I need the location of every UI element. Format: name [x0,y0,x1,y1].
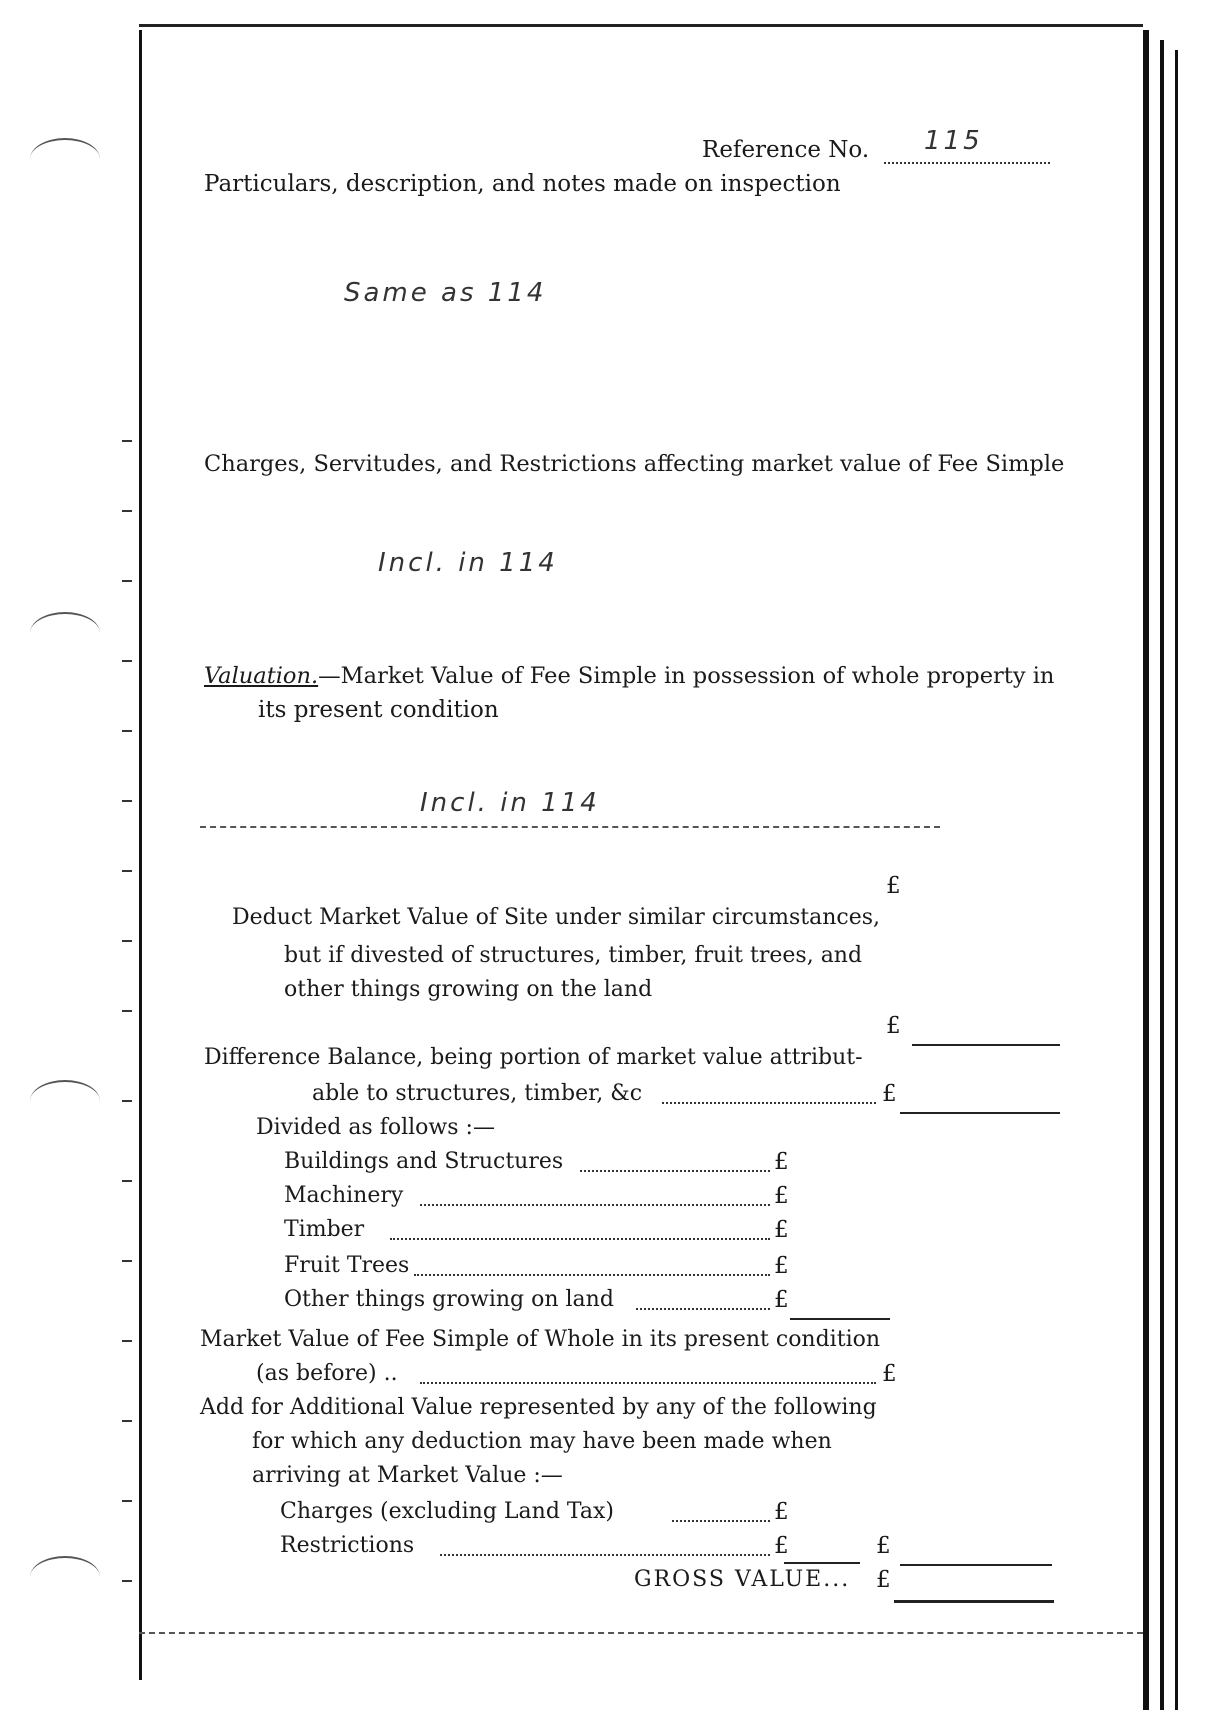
reference-value: 115 [924,126,983,156]
additional-line2: for which any deduction may have been made when [252,1429,832,1454]
margin-tick [122,1500,132,1502]
divided-item: Fruit Trees [284,1253,410,1278]
divided-heading: Divided as follows :— [256,1115,495,1140]
charges-note: Incl. in 114 [378,548,558,578]
difference-line1: Difference Balance, being portion of market value attribut- [204,1045,863,1070]
particulars-note: Same as 114 [344,278,547,308]
margin-tick [122,730,132,732]
whole-pound: £ [882,1361,897,1387]
difference-leader [662,1102,876,1104]
margin-tick [122,510,132,512]
divided-leader [414,1274,770,1276]
divided-leader [636,1308,770,1310]
valuation-heading-line2: its present condition [258,697,499,723]
margin-tick [122,800,132,802]
divided-pound: £ [774,1253,789,1279]
deduct-line2: but if divested of structures, timber, fruit trees, and [284,943,863,968]
margin-tick [122,580,132,582]
difference-amount-line [900,1112,1060,1114]
divided-item: Other things growing on land [284,1287,614,1312]
bottom-edge-line [139,1632,1143,1634]
deduct-pound-1: £ [886,873,901,899]
additional-item: Restrictions [280,1533,415,1558]
margin-tick [122,1340,132,1342]
deduct-line3: other things growing on the land [284,977,653,1002]
divided-item: Buildings and Structures [284,1149,564,1174]
reference-label: Reference No. [702,137,870,163]
right-edge-line [1143,30,1149,1710]
divided-item: Machinery [284,1183,404,1208]
divided-item: Timber [284,1217,365,1242]
particulars-heading: Particulars, description, and notes made on inspection [204,171,841,197]
valuation-heading-text: —Market Value of Fee Simple in possession of whole property in [318,663,1055,689]
margin-tick [122,1180,132,1182]
difference-line2: able to structures, timber, &c [312,1081,643,1106]
gross-value-line [894,1600,1054,1603]
right-edge-line-3 [1175,50,1178,1710]
deduct-line1: Deduct Market Value of Site under similar circumstances, [232,905,881,930]
additional-total-pound: £ [876,1533,891,1559]
additional-subtotal-line [784,1562,860,1564]
divided-leader [390,1238,770,1240]
divided-leader [420,1204,770,1206]
binder-hole-4 [30,1556,100,1598]
additional-pound: £ [774,1499,789,1525]
margin-tick [122,870,132,872]
valuation-label: Valuation. [204,663,319,689]
valuation-note: Incl. in 114 [420,788,600,818]
difference-pound: £ [882,1081,897,1107]
whole-leader [420,1382,876,1384]
whole-line1: Market Value of Fee Simple of Whole in its present condition [200,1327,881,1352]
divided-total-line [790,1318,890,1320]
margin-tick [122,440,132,442]
whole-line2: (as before) .. [256,1361,398,1386]
margin-tick [122,1580,132,1582]
charges-heading: Charges, Servitudes, and Restrictions affecting market value of Fee Simple [204,451,1065,477]
divided-pound: £ [774,1287,789,1313]
gross-value-pound: £ [876,1567,891,1593]
valuation-separator [200,826,940,828]
additional-line1: Add for Additional Value represented by any of the following [200,1395,877,1420]
divided-pound: £ [774,1217,789,1243]
divided-pound: £ [774,1183,789,1209]
margin-tick [122,660,132,662]
margin-tick [122,1420,132,1422]
additional-amount-line [900,1564,1052,1566]
top-edge-line [139,24,1143,27]
additional-leader [440,1554,770,1556]
margin-tick [122,940,132,942]
right-edge-line-2 [1160,40,1164,1710]
divided-pound: £ [774,1149,789,1175]
margin-tick [122,1100,132,1102]
valuation-heading-line1 [204,662,1054,690]
gross-value-label: GROSS VALUE... [634,1567,851,1592]
divided-leader [580,1170,770,1172]
margin-tick [122,1010,132,1012]
additional-leader [672,1520,770,1522]
additional-line3: arriving at Market Value :— [252,1463,563,1488]
reference-leader [884,162,1050,164]
additional-pound: £ [774,1533,789,1559]
binder-hole-3 [30,1080,100,1122]
binder-hole-2 [30,612,100,654]
left-margin-line [139,30,142,1680]
additional-item: Charges (excluding Land Tax) [280,1499,614,1524]
deduct-pound-2: £ [886,1013,901,1039]
binder-hole-1 [30,138,100,180]
margin-tick [122,1260,132,1262]
deduct-amount-line [912,1044,1060,1046]
